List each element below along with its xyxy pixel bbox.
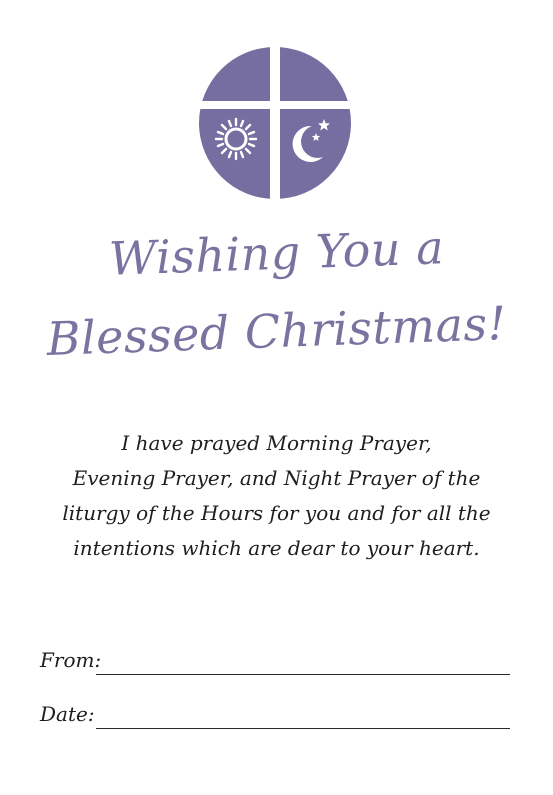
- message-line: I have prayed Morning Prayer,: [121, 431, 432, 455]
- from-field[interactable]: [40, 648, 510, 678]
- message-line: liturgy of the Hours for you and for all the: [62, 501, 491, 525]
- from-label: From:: [40, 648, 102, 672]
- message-line: Evening Prayer, and Night Prayer of the: [72, 466, 481, 490]
- from-signature-line[interactable]: [96, 674, 510, 675]
- date-field[interactable]: [40, 702, 510, 732]
- prayer-message: [40, 426, 513, 566]
- date-label: Date:: [40, 702, 95, 726]
- date-signature-line[interactable]: [96, 728, 510, 729]
- sun-moon-cross-emblem-icon: [199, 47, 351, 199]
- greeting-heading-line-1: Wishing You a: [108, 220, 445, 286]
- message-line: intentions which are dear to your heart.: [73, 536, 480, 560]
- greeting-heading-line-2: Blessed Christmas!: [45, 295, 508, 367]
